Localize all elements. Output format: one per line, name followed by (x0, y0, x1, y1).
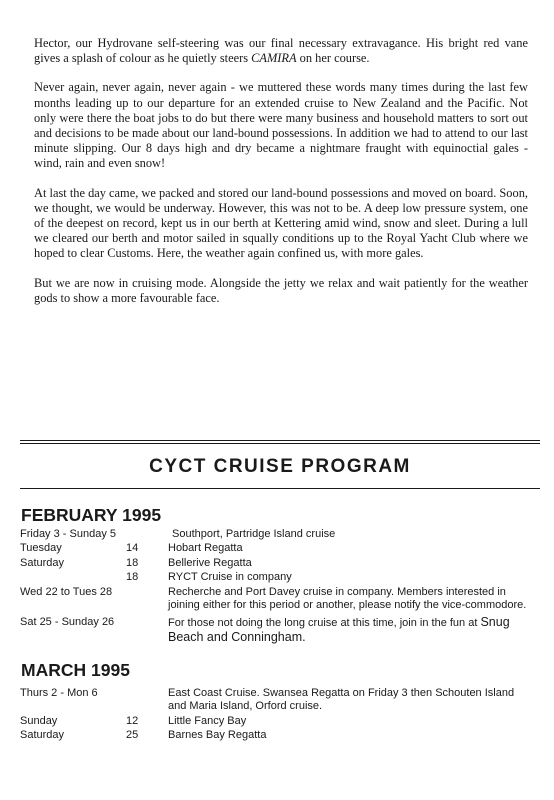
schedule-row (20, 557, 535, 570)
schedule-date: 12 (126, 714, 139, 727)
schedule-day: Saturday (20, 729, 65, 742)
month-heading-march: MARCH 1995 (21, 660, 130, 680)
february-schedule (20, 528, 535, 646)
program-title: CYCT CRUISE PROGRAM (149, 456, 411, 477)
schedule-date: 25 (126, 729, 139, 742)
schedule-event: Hobart Regatta (168, 542, 243, 555)
schedule-day: Saturday (20, 556, 65, 569)
schedule-event: RYCT Cruise in company (168, 571, 292, 584)
schedule-event: Barnes Bay Regatta (168, 729, 267, 742)
section-divider-bottom (20, 488, 540, 489)
schedule-day: Sunday (20, 714, 58, 727)
schedule-row (20, 586, 535, 613)
paragraph-cruising-mode: But we are now in cruising mode. Alongside the jetty we relax and wait patiently for the weather gods to show a more favourable face. (34, 275, 528, 305)
schedule-row (20, 542, 535, 555)
schedule-event: Recherche and Port Davey cruise in company. Members interested in joining either for this period or another, please notify the vice-commodore. (168, 585, 527, 612)
schedule-row (20, 715, 535, 728)
schedule-day (20, 571, 126, 584)
schedule-day: Wed 22 to Tues 28 (20, 585, 113, 598)
schedule-event: For those not doing the long cruise at this time, join in the fun at Snug Beach and Conningham. (168, 615, 510, 644)
schedule-row (20, 571, 535, 584)
paragraph-departure: At last the day came, we packed and stored our land-bound possessions and moved on board. Soon, we thought, we would be underway. However, this was not to be. A deep low pressure system, one of the deepest on record, kept us in our berth at Kettering amid wind, snow and sleet. During a lull we cleared our berth and motor sailed in squally conditions up to the Royal Yacht Club where we hoped to clear Customs. Here, the weather again confined us, with more gales. (34, 185, 528, 261)
month-heading-february: FEBRUARY 1995 (21, 505, 162, 525)
schedule-day: Thurs 2 - Mon 6 (20, 687, 98, 699)
schedule-date: 18 (126, 556, 139, 569)
schedule-row (20, 687, 535, 714)
schedule-day: Friday 3 - Sunday 5 (20, 528, 116, 540)
schedule-event: East Coast Cruise. Swansea Regatta on Friday 3 then Schouten Island and Maria Island, Orford cruise. (168, 687, 515, 713)
schedule-day: Tuesday (20, 542, 62, 555)
schedule-row (20, 729, 535, 742)
march-schedule (20, 687, 535, 744)
schedule-date: 18 (126, 571, 139, 584)
paragraph-never-again: Never again, never again, never again - we muttered these words many times during the last few months leading up to our departure for an extended cruise to New Zealand and the Pacific. Not only were there the boat jobs to do but there were many business and household matters to sort out and decisions to be made about our land-bound possessions. In addition we had to attend to our last minute slipping. Our 8 days high and dry became a nightmare fraught with equinoctial gales - wind, rain and even snow! (34, 80, 528, 171)
schedule-date: 14 (126, 542, 139, 555)
schedule-event: Southport, Partridge Island cruise (172, 528, 336, 540)
article-body (34, 36, 528, 320)
section-divider-top (20, 440, 540, 444)
schedule-event: Little Fancy Bay (168, 714, 247, 727)
boat-name: CAMIRA (251, 51, 297, 66)
schedule-event: Bellerive Regatta (168, 556, 252, 569)
schedule-row (20, 528, 535, 541)
schedule-day: Sat 25 - Sunday 26 (20, 616, 115, 629)
paragraph-hector: Hector, our Hydrovane self-steering was our final necessary extravagance. His bright red vane gives a splash of colour as he quietly steers CAMIRA on her course. (34, 36, 528, 66)
schedule-row (20, 616, 535, 645)
